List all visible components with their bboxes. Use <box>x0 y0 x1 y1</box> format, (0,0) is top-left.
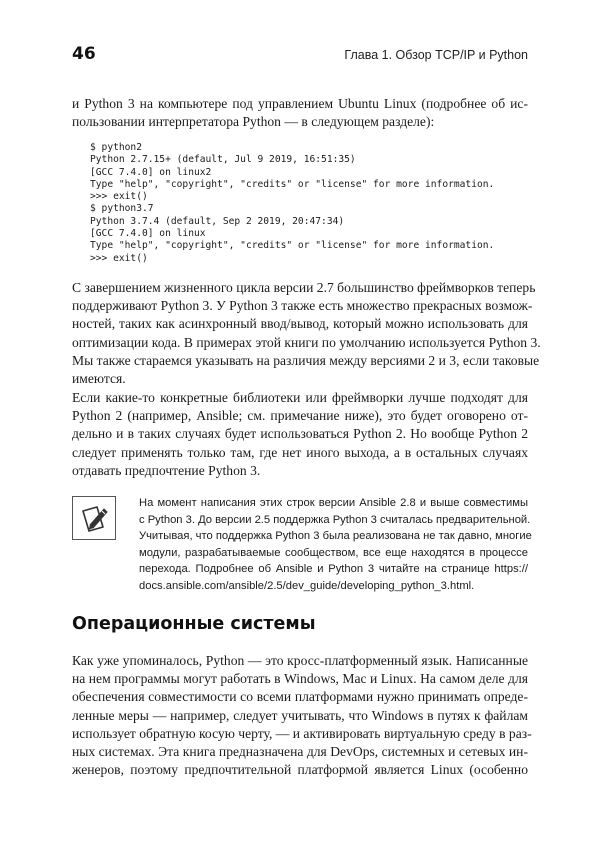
code-line: Type "help", "copyright", "credits" or "license" for more information. <box>90 178 495 190</box>
note-line: Учитывая, что поддержка Python 3 была реализована не так давно, многие <box>139 530 532 543</box>
running-head: Глава 1. Обзор TCP/IP и Python <box>344 48 528 62</box>
code-listing <box>90 142 494 265</box>
note-line: с Python 3. До версии 2.5 поддержка Python 3 считалась предварительной. <box>139 513 531 526</box>
section-heading: Операционные системы <box>72 614 316 634</box>
text-line: ностей, таких как асинхронный ввод/вывод, который можно использовать для <box>72 316 528 332</box>
page-number: 46 <box>72 44 96 64</box>
body-paragraph <box>72 652 532 779</box>
text-line: ленные меры — например, следует учитывать, что Windows в путях к файлам <box>72 707 528 723</box>
text-line: поддерживают Python 3. У Python 3 также есть множество прекрасных возмож- <box>72 298 533 314</box>
text-line: Мы также стараемся указывать на различия между версиями 2 и 3, если таковые <box>72 352 540 368</box>
text-line: ных системах. Эта книга предназначена для DevOps, системных и сетевых ин- <box>72 744 528 760</box>
note-line: модули, разрабатываемые сообществом, все еще находятся в процессе <box>139 546 528 559</box>
code-line: Type "help", "copyright", "credits" or "license" for more information. <box>90 240 495 252</box>
text-line: и Python 3 на компьютере под управлением Ubuntu Linux (подробнее об ис- <box>72 96 528 111</box>
code-line: [GCC 7.4.0] on linux <box>90 228 206 240</box>
text-line: женеров, поэтому предпочтительной платформой является Linux (особенно <box>72 762 528 778</box>
text-line: Если какие-то конкретные библиотеки или фреймворки лучше подходят для <box>72 390 528 405</box>
note-text <box>139 495 532 595</box>
note-line: На момент написания этих строк версии Ansible 2.8 и выше совместимы <box>139 497 528 509</box>
text-line: дельно и в таких случаях будет использоваться Python 2. Но вообще Python 2 <box>72 426 528 442</box>
code-line: Python 2.7.15+ (default, Jul 9 2019, 16:51:35) <box>90 154 356 166</box>
text-line: Как уже упоминалось, Python — это кросс-платформенный язык. Написанные <box>72 653 528 668</box>
code-line: >>> exit() <box>90 191 148 203</box>
pencil-note-icon <box>72 496 116 540</box>
text-line: обеспечения совместимости со всеми платформами нужно принимать опреде- <box>72 689 528 705</box>
body-paragraph <box>72 389 528 480</box>
text-line: на нем программы могут работать в Windows, Mac и Linux. На самом деле для <box>72 671 528 687</box>
text-line: следует применять только там, где нет иного выхода, а в остальных случаях <box>72 444 528 460</box>
text-line: имеются. <box>72 371 126 387</box>
intro-paragraph <box>72 95 528 131</box>
text-line: пользовании интерпретатора Python — в следующем разделе): <box>72 114 435 130</box>
text-line: использует обратную косую черту, — и активировать виртуальную среду в раз- <box>72 725 532 741</box>
text-line: Python 2 (например, Ansible; см. примечание ниже), это будет оговорено от- <box>72 408 528 424</box>
code-line: Python 3.7.4 (default, Sep 2 2019, 20:47:34) <box>90 215 345 227</box>
code-line: [GCC 7.4.0] on linux2 <box>90 166 212 178</box>
text-line: отдавать предпочтение Python 3. <box>72 462 261 478</box>
code-line: >>> exit() <box>90 252 148 264</box>
note-line: перехода. Подробнее об Ansible и Python 3 читайте на странице https:// <box>139 563 528 576</box>
note-line: docs.ansible.com/ansible/2.5/dev_guide/developing_python_3.html. <box>139 579 475 592</box>
code-line: $ python3.7 <box>90 203 154 215</box>
text-line: оптимизации кода. В примерах этой книги по умолчанию используется Python 3. <box>72 334 541 350</box>
body-paragraph <box>72 279 541 388</box>
code-line: $ python2 <box>90 142 142 153</box>
text-line: С завершением жизненного цикла версии 2.7 большинство фреймворков теперь <box>72 280 536 295</box>
